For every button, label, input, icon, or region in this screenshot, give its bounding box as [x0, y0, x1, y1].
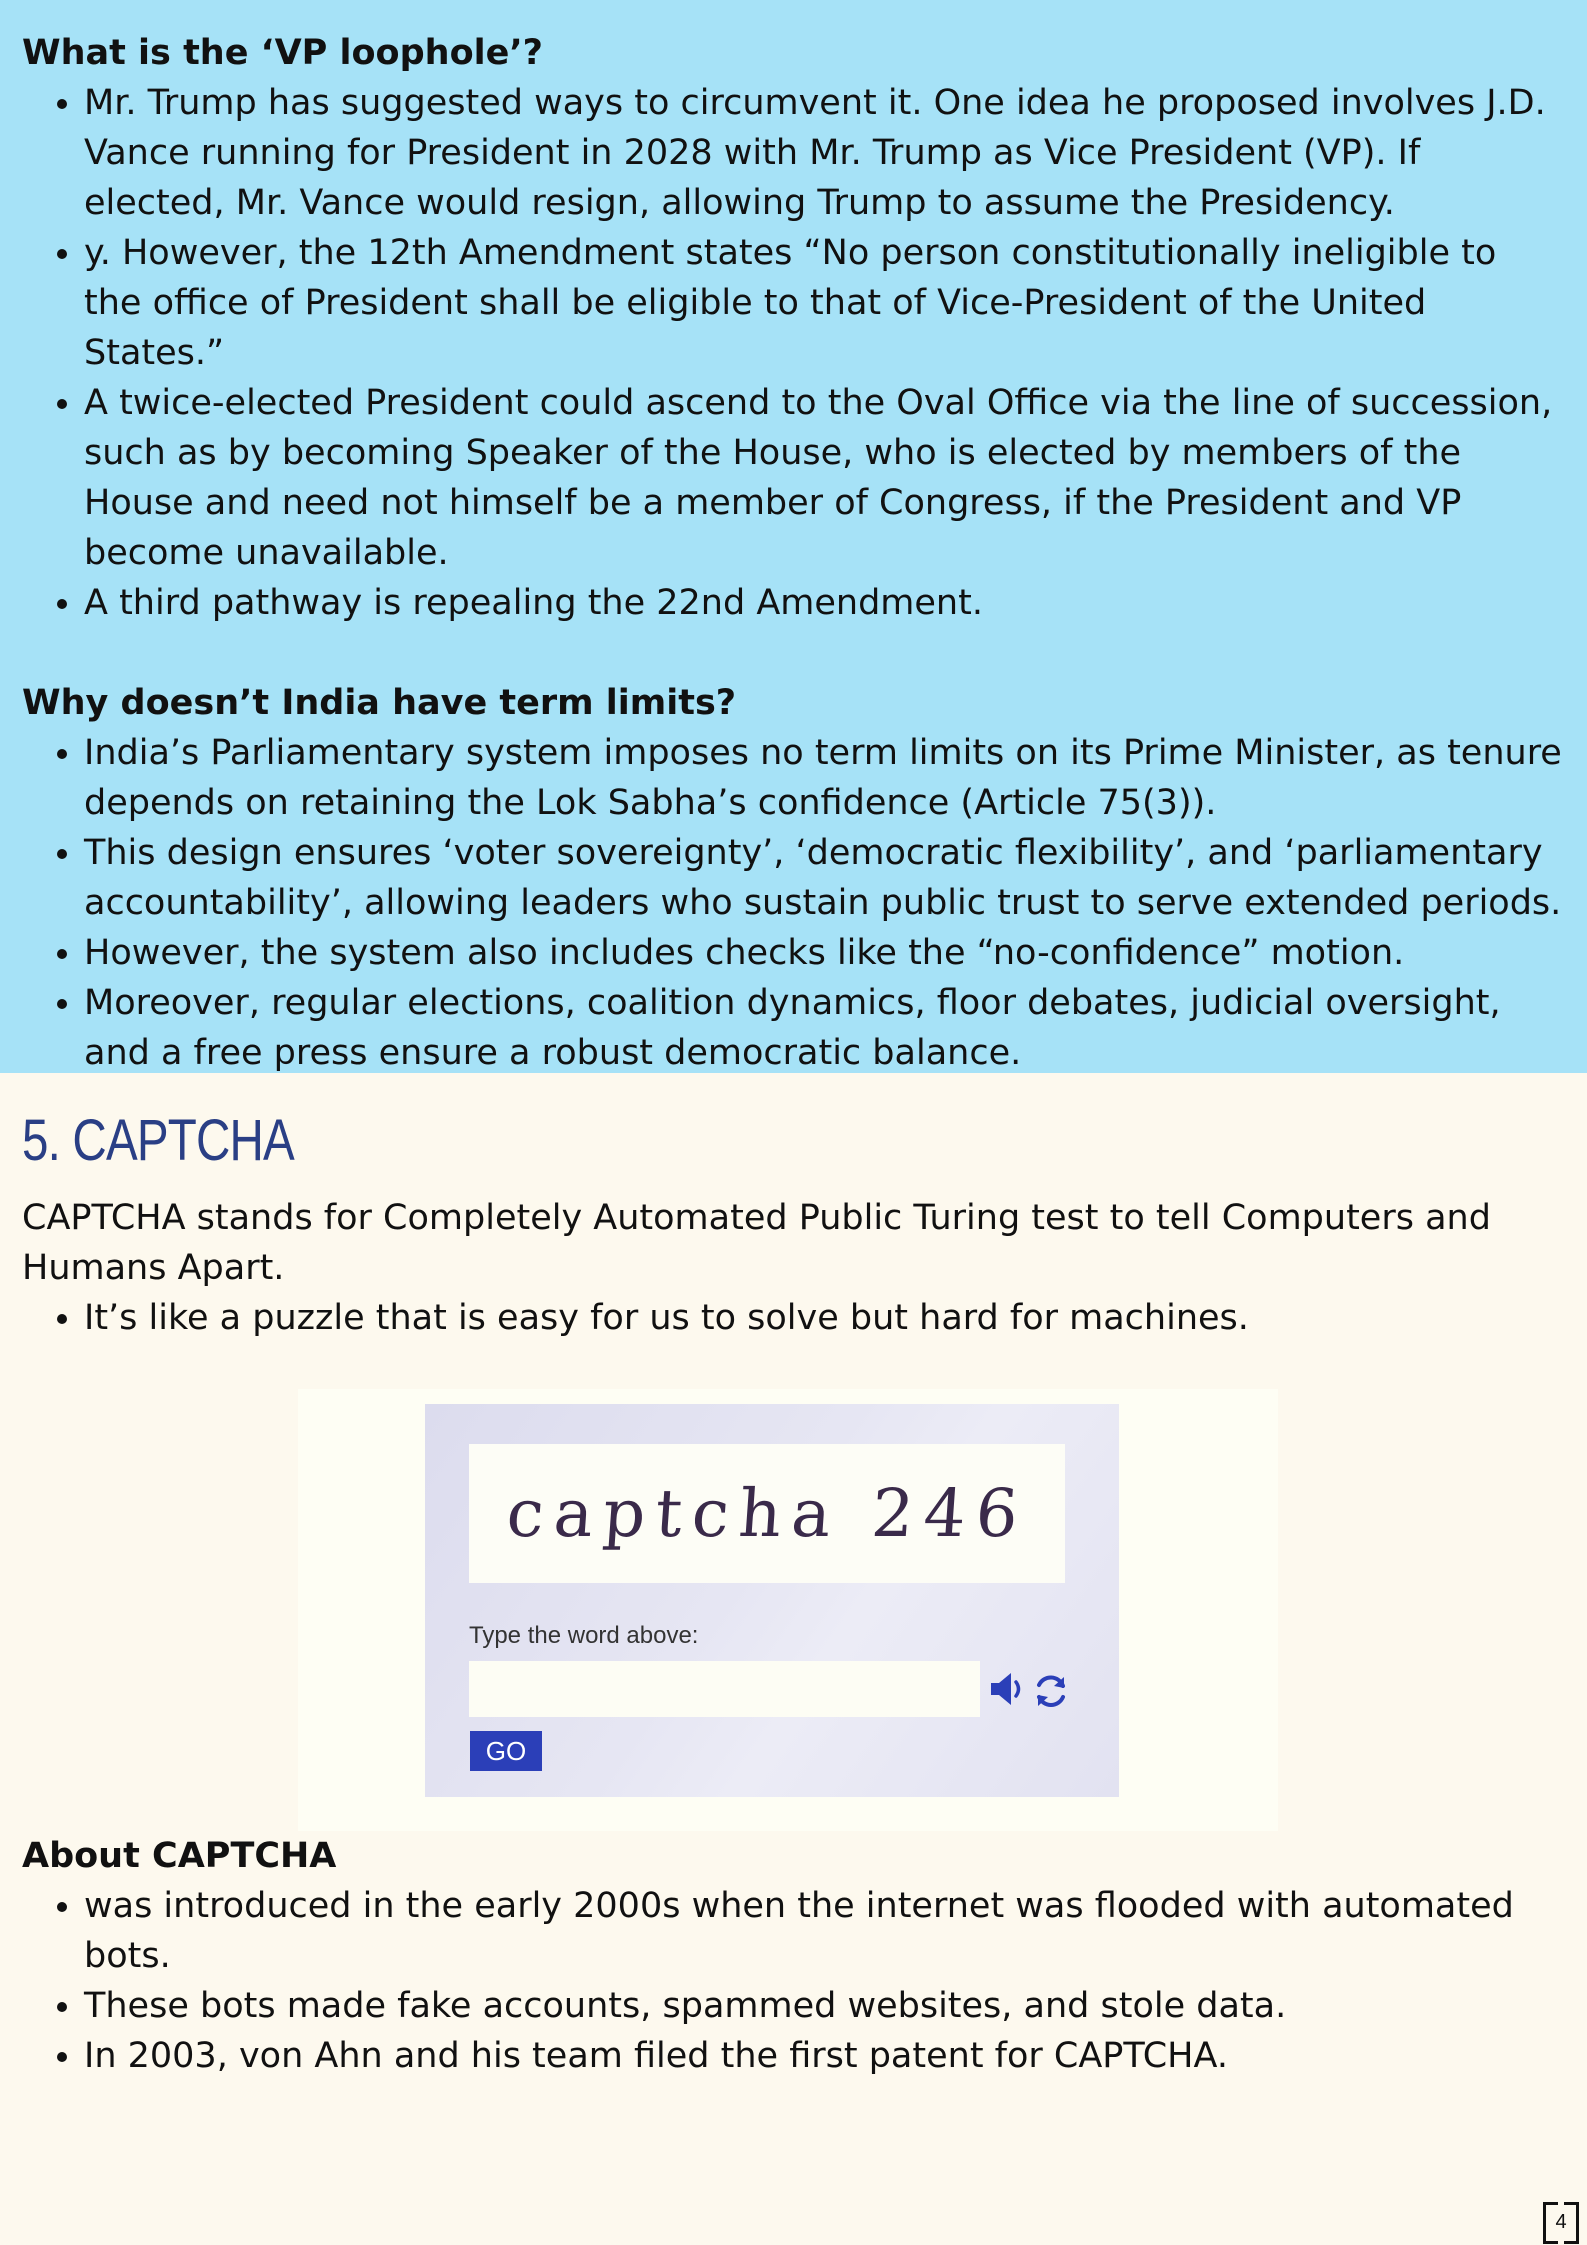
vp-loophole-list	[22, 78, 1563, 628]
spacer	[22, 628, 1563, 678]
speaker-icon[interactable]	[987, 1668, 1029, 1710]
captcha-answer-input[interactable]	[469, 1661, 980, 1717]
list-item: • was introduced in the early 2000s when the internet was flooded with automated bots.	[84, 1881, 1563, 1981]
list-item: • India’s Parliamentary system imposes no term limits on its Prime Minister, as tenure depends on retaining the Lok Sabha’s confidence (Article 75(3)).	[84, 728, 1563, 828]
refresh-icon[interactable]	[1031, 1671, 1071, 1711]
list-item: • Moreover, regular elections, coalition dynamics, floor debates, judicial oversight, and a free press ensure a robust democratic balance.	[84, 978, 1563, 1078]
list-item: • This design ensures ‘voter sovereignty’, ‘democratic flexibility’, and ‘parliamentary accountability’, allowing leaders who sustain public trust to serve extended periods.	[84, 828, 1563, 928]
list-item: • In 2003, von Ahn and his team filed the first patent for CAPTCHA.	[84, 2031, 1563, 2081]
list-item: • Mr. Trump has suggested ways to circumvent it. One idea he proposed involves J.D. Vance running for President in 2028 with Mr. Trump as Vice President (VP). If elected, Mr. Vance would resign, allowing Trump to assume the Presidency.	[84, 78, 1563, 228]
highlight-box	[0, 0, 1587, 1073]
list-item: • These bots made fake accounts, spammed websites, and stole data.	[84, 1981, 1563, 2031]
captcha-challenge-text: captcha 246	[503, 1475, 1031, 1552]
captcha-illustration	[298, 1389, 1278, 1831]
captcha-widget	[425, 1404, 1119, 1797]
about-captcha-list	[22, 1881, 1563, 2081]
india-term-limits-heading: Why doesn’t India have term limits?	[22, 683, 737, 723]
vp-loophole-heading: What is the ‘VP loophole’?	[22, 33, 543, 73]
list-item: • It’s like a puzzle that is easy for us to solve but hard for machines.	[84, 1293, 1563, 1343]
section-title: 5. CAPTCHA	[22, 1108, 294, 1173]
list-item: • However, the system also includes checks like the “no-confidence” motion.	[84, 928, 1563, 978]
go-button[interactable]: GO	[470, 1731, 542, 1771]
india-term-limits-list	[22, 728, 1563, 1078]
list-item: • y. However, the 12th Amendment states “No person constitutionally ineligible to the office of President shall be eligible to that of Vice-President of the United States.”	[84, 228, 1563, 378]
captcha-section	[0, 1073, 1587, 2081]
captcha-input-label: Type the word above:	[469, 1622, 699, 1649]
list-item: • A twice-elected President could ascend to the Oval Office via the line of succession, such as by becoming Speaker of the House, who is elected by members of the House and need not himself be a member of Congress, if the President and VP become unavailable.	[84, 378, 1563, 578]
about-captcha-heading: About CAPTCHA	[22, 1836, 337, 1876]
captcha-intro: CAPTCHA stands for Completely Automated Public Turing test to tell Computers and Humans Apart.	[22, 1198, 1491, 1288]
page-number: 4	[1543, 2202, 1579, 2242]
captcha-list	[22, 1293, 1563, 1343]
captcha-challenge-box	[469, 1444, 1065, 1583]
list-item: • A third pathway is repealing the 22nd Amendment.	[84, 578, 1563, 628]
